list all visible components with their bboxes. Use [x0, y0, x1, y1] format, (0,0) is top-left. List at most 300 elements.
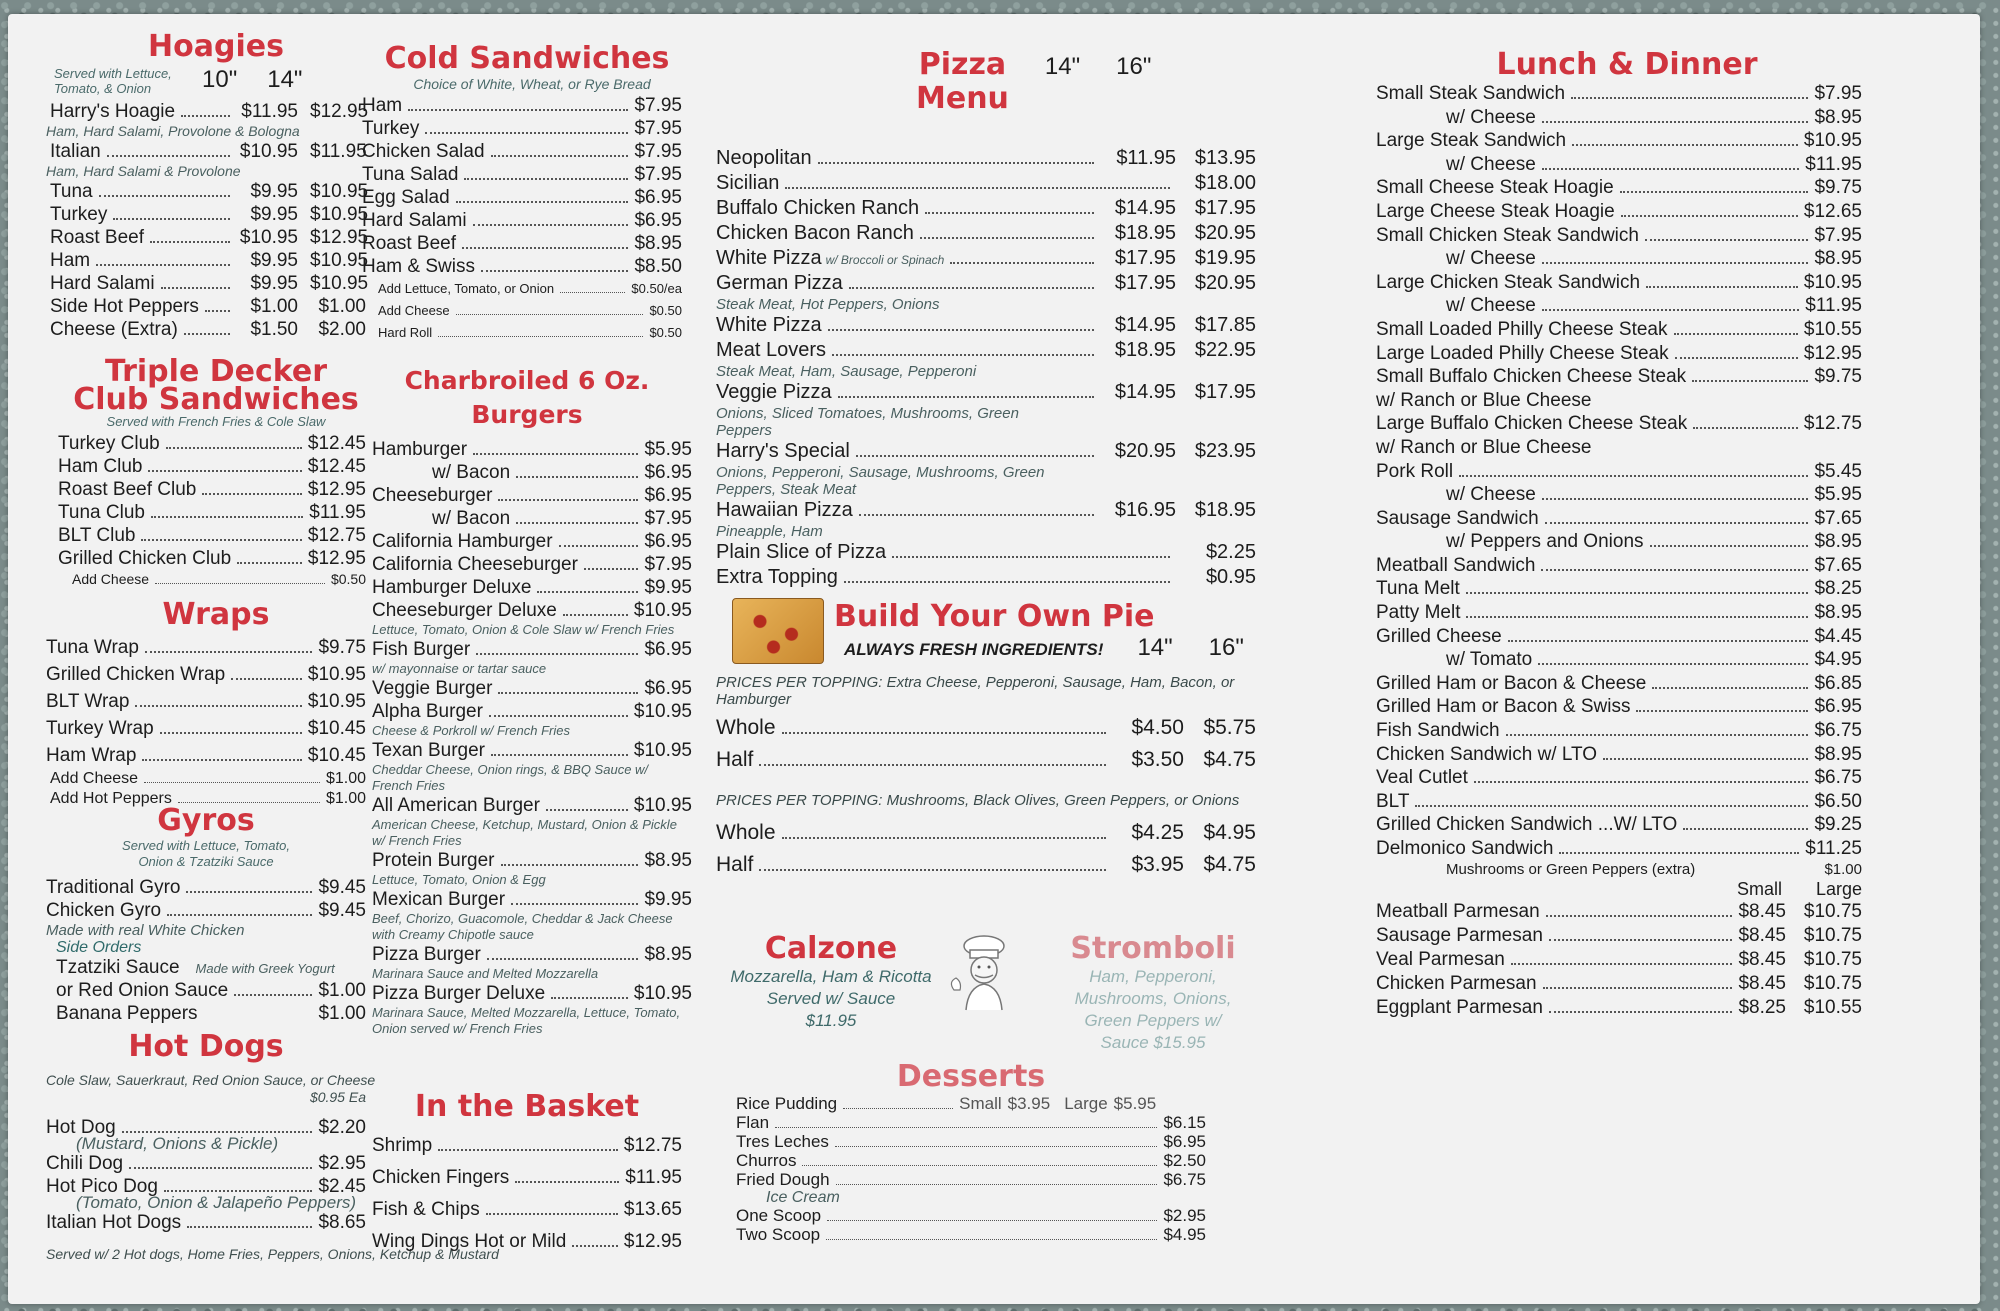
- item-name: Small Buffalo Chicken Cheese Steak: [1376, 366, 1687, 388]
- item-description: (Mustard, Onions & Pickle): [76, 1134, 279, 1153]
- item-price: $8.45: [1738, 900, 1786, 922]
- parm-row: [1372, 972, 1862, 996]
- item-price: $4.45: [1814, 625, 1862, 647]
- dot-leader: [425, 132, 628, 134]
- item-price-16: $22.95: [1194, 339, 1256, 361]
- item-name: w/ Cheese: [1446, 248, 1536, 270]
- item-price-14: $11.95: [1116, 147, 1176, 169]
- desserts-section: [736, 1060, 1206, 1244]
- dot-leader: [186, 891, 312, 893]
- byo-size-16: 16": [1208, 634, 1244, 661]
- hoagie-row: [46, 180, 369, 203]
- item-price: $10.75: [1803, 972, 1862, 994]
- item-price: $2.00: [318, 319, 366, 340]
- dot-leader: [1675, 357, 1798, 359]
- item-price: $7.95: [634, 141, 682, 162]
- item-description: w/ mayonnaise or tartar sauce: [372, 661, 547, 676]
- item-name: Roast Beef: [362, 233, 456, 254]
- banana-name: Banana Peppers: [56, 1003, 198, 1024]
- item-price: $10.45: [307, 745, 366, 766]
- item-price: $9.45: [318, 900, 366, 921]
- item-price: $10.95: [1803, 271, 1862, 293]
- item-name: California Hamburger: [372, 531, 553, 552]
- gyros-note: Served with Lettuce, Tomato, Onion & Tzatziki Sauce: [122, 838, 290, 869]
- item-name: Meat Lovers: [716, 339, 827, 361]
- item-name: Large Buffalo Chicken Cheese Steak: [1376, 413, 1688, 435]
- club-addon-row: [58, 570, 366, 588]
- dot-leader: [151, 516, 303, 518]
- item-price: $6.75: [1163, 1170, 1206, 1189]
- dot-leader: [1621, 215, 1798, 217]
- item-price: $10.95: [633, 600, 692, 621]
- dot-leader: [782, 837, 1106, 839]
- hoagies-section: [46, 29, 369, 341]
- item-price: $12.95: [623, 1231, 682, 1252]
- pizza-row: [716, 565, 1256, 590]
- item-name: Chili Dog: [46, 1153, 124, 1174]
- item-price: $2.20: [318, 1117, 366, 1138]
- lunch-row: [1372, 483, 1862, 507]
- item-price: $6.50: [1814, 790, 1862, 812]
- wrap-row: [46, 742, 366, 769]
- dot-leader: [838, 396, 1094, 398]
- pizza-photo: [732, 598, 824, 664]
- item-price: $7.95: [1814, 224, 1862, 246]
- dot-leader: [818, 162, 1094, 164]
- item-price: $6.15: [1163, 1113, 1206, 1132]
- dot-leader: [161, 287, 230, 289]
- dot-leader: [160, 732, 302, 734]
- burgers-title: Charbroiled 6 Oz. Burgers: [404, 366, 650, 429]
- item-name: w/ Bacon: [432, 508, 511, 529]
- pizza-title: Pizza Menu: [916, 47, 1009, 116]
- rice-pudding-name: Rice Pudding: [736, 1094, 838, 1113]
- rice-large-price: $5.95: [1113, 1094, 1157, 1113]
- dot-leader: [1674, 333, 1798, 335]
- item-price: $10.95: [633, 795, 692, 816]
- lunch-row: [1372, 82, 1862, 106]
- wrap-addon-row: [46, 769, 366, 789]
- dot-leader: [1542, 121, 1809, 123]
- item-price: $12.95: [310, 227, 369, 248]
- chef-logo: [944, 932, 1024, 1012]
- item-price: $2.95: [318, 1153, 366, 1174]
- burger-row: [362, 553, 692, 576]
- dot-leader: [96, 264, 230, 266]
- item-description: Lettuce, Tomato, Onion & Cole Slaw w/ French Fries: [372, 622, 675, 637]
- triple-decker-section: [46, 354, 366, 588]
- item-price: $7.95: [644, 508, 692, 529]
- dot-leader: [802, 1165, 1157, 1166]
- lunch-row: [1372, 129, 1862, 153]
- parm-row: [1372, 948, 1862, 972]
- hoagie-row: [46, 203, 369, 226]
- item-description: Onions, Sliced Tomatoes, Mushrooms, Green Peppers: [716, 405, 1019, 439]
- dot-leader: [572, 1245, 618, 1247]
- parm-large-label: Large: [1815, 878, 1862, 899]
- dot-leader: [1603, 758, 1808, 760]
- item-name: Grilled Chicken Wrap: [46, 664, 226, 685]
- item-price: $12.75: [1803, 413, 1862, 435]
- dot-leader: [1415, 805, 1808, 807]
- item-price: $12.45: [307, 433, 366, 454]
- dot-leader: [456, 314, 644, 315]
- item-price: $10.95: [633, 983, 692, 1004]
- item-price: $10.95: [239, 227, 298, 248]
- item-name: Cheese (Extra): [50, 319, 178, 340]
- dot-leader: [1645, 239, 1808, 241]
- ice-cream-label: Ice Cream: [766, 1189, 840, 1206]
- item-price: $4.75: [1203, 748, 1256, 771]
- burgers-section: [362, 364, 692, 1037]
- side-orders-label: Side Orders: [56, 939, 142, 956]
- item-name: Small Cheese Steak Hoagie: [1376, 177, 1614, 199]
- item-price: $8.95: [644, 944, 692, 965]
- item-price: $8.95: [1814, 531, 1862, 553]
- basket-row: [372, 1226, 682, 1258]
- dot-leader: [184, 333, 230, 335]
- wrap-row: [46, 688, 366, 715]
- item-price: $9.95: [250, 204, 298, 225]
- item-price: $3.95: [1131, 853, 1184, 876]
- item-name: Chicken Bacon Ranch: [716, 222, 914, 244]
- item-price: $12.95: [307, 479, 366, 500]
- burger-row: [362, 507, 692, 530]
- lunch-row: [1372, 577, 1862, 601]
- item-price: $9.25: [1814, 814, 1862, 836]
- dot-leader: [537, 591, 638, 593]
- stromboli-desc-4: Sauce $15.95: [1100, 1033, 1206, 1052]
- item-price: $9.75: [318, 637, 366, 658]
- item-name: w/ Bacon: [432, 462, 511, 483]
- item-price-16: $17.95: [1194, 197, 1256, 219]
- burger-row: [362, 888, 692, 911]
- gyros-list: [46, 876, 366, 922]
- item-name: Ham & Swiss: [362, 256, 475, 277]
- item-name: Large Cheese Steak Hoagie: [1376, 200, 1615, 222]
- cold-title: Cold Sandwiches: [384, 41, 670, 76]
- item-price: $0.50: [649, 325, 682, 340]
- dot-leader: [1511, 963, 1733, 965]
- basket-row: [372, 1130, 682, 1162]
- club-row: [58, 547, 366, 570]
- lunch-row: [1372, 672, 1862, 696]
- item-price: $5.95: [644, 439, 692, 460]
- pizza-size-14: 14": [1044, 53, 1081, 80]
- burger-row: [362, 530, 692, 553]
- dot-leader: [1652, 687, 1808, 689]
- item-price: $7.65: [1814, 507, 1862, 529]
- item-price: $7.95: [634, 95, 682, 116]
- cold-row: [362, 94, 682, 117]
- tzatziki-row: [46, 956, 366, 979]
- dot-leader: [775, 1127, 1157, 1128]
- gyros-section: [46, 804, 366, 1025]
- item-name: Turkey: [50, 204, 108, 225]
- item-name: Hawaiian Pizza: [716, 499, 853, 521]
- item-name: Texan Burger: [372, 740, 486, 761]
- item-price: $7.95: [1814, 83, 1862, 104]
- dot-leader: [551, 997, 628, 999]
- item-price-14: $14.95: [1114, 314, 1176, 336]
- item-name: Cheeseburger: [372, 485, 493, 506]
- dot-leader: [782, 732, 1106, 734]
- item-price: $9.95: [250, 250, 298, 271]
- rice-small-price: $3.95: [1007, 1094, 1051, 1113]
- club-row: [58, 524, 366, 547]
- lunch-list: [1372, 82, 1862, 861]
- item-price-16: $2.25: [1205, 541, 1256, 563]
- basket-row: [372, 1162, 682, 1194]
- item-name: Sicilian: [716, 172, 780, 194]
- item-name: Meatball Parmesan: [1376, 900, 1540, 922]
- item-name: w/ Ranch or Blue Cheese: [1376, 389, 1592, 411]
- item-name: Meatball Sandwich: [1376, 554, 1536, 576]
- item-price: $6.95: [634, 187, 682, 208]
- item-name: One Scoop: [736, 1206, 822, 1225]
- item-name: Harry's Hoagie: [50, 101, 176, 122]
- item-price-16: $20.95: [1194, 272, 1256, 294]
- dot-leader: [489, 715, 628, 717]
- hotdog-row: [46, 1152, 366, 1175]
- dot-leader: [1506, 734, 1809, 736]
- dot-leader: [1538, 663, 1808, 665]
- byo-size-14: 14": [1137, 634, 1173, 661]
- byo-section: [716, 598, 1276, 881]
- item-price: $10.95: [1803, 130, 1862, 152]
- item-price: $8.95: [1814, 248, 1862, 270]
- item-name: Cheeseburger Deluxe: [372, 600, 557, 621]
- burger-row: [362, 982, 692, 1005]
- cold-row: [362, 255, 682, 278]
- dot-leader: [498, 692, 638, 694]
- dot-leader: [559, 545, 639, 547]
- pizza-row: [716, 540, 1256, 565]
- burger-row: [362, 599, 692, 622]
- item-description: Marinara Sauce, Melted Mozzarella, Lettuce, Tomato, Onion served w/ French Fries: [372, 1005, 681, 1036]
- item-price: $7.95: [644, 554, 692, 575]
- item-name: Small Chicken Steak Sandwich: [1376, 224, 1639, 246]
- ice-row: [736, 1225, 1206, 1244]
- greek-yogurt-note: Made with Greek Yogurt: [195, 961, 335, 976]
- item-name: Eggplant Parmesan: [1376, 996, 1543, 1018]
- item-name: Sausage Parmesan: [1376, 924, 1543, 946]
- dot-leader: [150, 241, 230, 243]
- lunch-title: Lunch & Dinner: [1496, 47, 1758, 82]
- item-name: Flan: [736, 1113, 770, 1132]
- byo-group2-list: [716, 817, 1256, 881]
- hoagies-note: Served with Lettuce, Tomato, & Onion: [54, 66, 172, 96]
- item-name: Turkey Wrap: [46, 718, 154, 739]
- item-name: Veal Parmesan: [1376, 948, 1505, 970]
- calzone-title: Calzone: [764, 931, 898, 966]
- item-price-16: $17.85: [1194, 314, 1256, 336]
- hoagies-title: Hoagies: [148, 29, 284, 64]
- parm-header: [1372, 879, 1862, 900]
- item-price-16: $19.95: [1194, 247, 1256, 269]
- item-name: w/ Tomato: [1446, 649, 1533, 671]
- cold-section: [362, 42, 682, 344]
- calzone-block: [716, 932, 946, 1032]
- item-price: $4.25: [1131, 821, 1184, 844]
- parm-row: [1372, 900, 1862, 924]
- item-price: $5.45: [1814, 460, 1862, 482]
- triple-note: Served with French Fries & Cole Slaw: [106, 414, 326, 429]
- dessert-row: [736, 1151, 1206, 1170]
- item-name: Ham Club: [58, 456, 143, 477]
- item-price: $12.45: [307, 456, 366, 477]
- lunch-row: [1372, 460, 1862, 484]
- item-price-16: $20.95: [1194, 222, 1256, 244]
- item-name: Add Cheese: [50, 770, 139, 787]
- lunch-row: [1372, 389, 1862, 413]
- rice-pudding-row: [736, 1094, 1206, 1113]
- item-name: Italian Hot Dogs: [46, 1212, 182, 1233]
- item-name: Grilled Ham or Bacon & Cheese: [1376, 672, 1647, 694]
- burger-row: [362, 794, 692, 817]
- burger-row: [362, 461, 692, 484]
- item-price-14: $17.95: [1114, 247, 1176, 269]
- dot-leader: [546, 809, 628, 811]
- item-price: $6.75: [1814, 720, 1862, 742]
- dot-leader: [920, 237, 1094, 239]
- ice-row: [736, 1206, 1206, 1225]
- item-description: American Cheese, Ketchup, Mustard, Onion & Pickle w/ French Fries: [372, 817, 677, 848]
- dot-leader: [167, 914, 312, 916]
- item-price: $10.95: [310, 204, 369, 225]
- item-name: Grilled Chicken Sandwich ...W/ LTO: [1376, 814, 1678, 836]
- dot-leader: [1620, 191, 1809, 193]
- item-name: Traditional Gyro: [46, 877, 181, 898]
- hoagies-list: [46, 100, 369, 341]
- item-name: German Pizza: [716, 272, 843, 294]
- club-row: [58, 455, 366, 478]
- pizza-row: [716, 271, 1256, 296]
- pizza-row: [716, 246, 1256, 271]
- byo-tagline: ALWAYS FRESH INGREDIENTS!: [844, 640, 1104, 659]
- dessert-row: [736, 1170, 1206, 1189]
- red-onion-row: [46, 979, 366, 1002]
- item-price: $8.45: [1738, 924, 1786, 946]
- item-name: Wing Dings Hot or Mild: [372, 1231, 567, 1252]
- dessert-row: [736, 1132, 1206, 1151]
- rice-small-label: Small: [959, 1094, 1002, 1113]
- dot-leader: [511, 903, 638, 905]
- calzone-price: $11.95: [805, 1011, 857, 1030]
- dot-leader: [516, 476, 638, 478]
- dot-leader: [113, 218, 230, 220]
- item-description: (Tomato, Onion & Jalapeño Peppers): [76, 1193, 357, 1212]
- item-name: Roast Beef: [50, 227, 144, 248]
- lunch-section: [1372, 48, 1862, 1020]
- burgers-list: [362, 438, 692, 1037]
- dot-leader: [164, 1190, 313, 1192]
- dot-leader: [925, 212, 1094, 214]
- item-name: Half: [716, 853, 754, 876]
- item-price: $10.95: [633, 701, 692, 722]
- item-name: Side Hot Peppers: [50, 296, 199, 317]
- item-price: $9.95: [644, 889, 692, 910]
- item-name: Half: [716, 748, 754, 771]
- dot-leader: [1545, 522, 1809, 524]
- dot-leader: [856, 455, 1094, 457]
- dot-leader: [237, 562, 302, 564]
- parm-row: [1372, 924, 1862, 948]
- item-price: $8.45: [1738, 972, 1786, 994]
- dot-leader: [785, 187, 1170, 189]
- stromboli-desc-2: Mushrooms, Onions,: [1074, 989, 1232, 1008]
- hoagie-row: [46, 272, 369, 295]
- item-price: $10.95: [239, 141, 298, 162]
- dot-leader: [1572, 144, 1798, 146]
- dot-leader: [584, 568, 639, 570]
- dot-leader: [759, 764, 1106, 766]
- basket-list: [372, 1130, 682, 1258]
- lunch-row: [1372, 176, 1862, 200]
- item-name: Chicken Sandwich w/ LTO: [1376, 743, 1598, 765]
- dot-leader: [231, 678, 302, 680]
- dot-leader: [1571, 97, 1808, 99]
- hotdogs-title: Hot Dogs: [128, 1029, 284, 1064]
- item-price: $12.65: [1803, 200, 1862, 222]
- wraps-section: [46, 598, 366, 809]
- hotdog-row: [46, 1211, 366, 1234]
- item-price: $11.25: [1805, 838, 1862, 859]
- calzone-stromboli-section: [716, 922, 1276, 1062]
- item-price: $9.95: [644, 577, 692, 598]
- dot-leader: [181, 115, 230, 117]
- dot-leader: [515, 1181, 619, 1183]
- item-name: w/ Ranch or Blue Cheese: [1376, 436, 1592, 458]
- dot-leader: [487, 958, 639, 960]
- item-price: $7.95: [634, 118, 682, 139]
- item-name: Ham: [362, 95, 403, 116]
- item-price: $6.95: [644, 639, 692, 660]
- item-name: Turkey: [362, 118, 420, 139]
- item-price: $9.95: [250, 273, 298, 294]
- dot-leader: [1650, 545, 1809, 547]
- burger-row: [362, 943, 692, 966]
- club-row: [58, 432, 366, 455]
- dot-leader: [1542, 262, 1809, 264]
- dot-leader: [462, 247, 628, 249]
- dot-leader: [1542, 168, 1800, 170]
- item-price: $10.75: [1803, 948, 1862, 970]
- item-price: $8.95: [644, 850, 692, 871]
- item-name: Add Cheese: [72, 571, 150, 587]
- item-name: Hot Pico Dog: [46, 1176, 158, 1197]
- item-description: Cheddar Cheese, Onion rings, & BBQ Sauce w/ French Fries: [372, 762, 649, 793]
- item-description: Pineapple, Ham: [716, 523, 823, 540]
- cold-note: Choice of White, Wheat, or Rye Bread: [413, 76, 651, 92]
- item-price: $8.65: [318, 1212, 366, 1233]
- lunch-row: [1372, 554, 1862, 578]
- item-price: $6.95: [634, 210, 682, 231]
- item-price: $1.50: [250, 319, 298, 340]
- item-price: $1.00: [325, 790, 366, 807]
- item-name: Protein Burger: [372, 850, 495, 871]
- cold-addon-row: [362, 300, 682, 322]
- basket-section: [372, 1090, 682, 1258]
- item-name: BLT: [1376, 790, 1410, 812]
- burger-row: [362, 484, 692, 507]
- dot-leader: [1646, 286, 1798, 288]
- dot-leader: [516, 522, 638, 524]
- item-name: Two Scoop: [736, 1225, 821, 1244]
- item-price: $10.95: [307, 664, 366, 685]
- item-price-14: $18.95: [1114, 222, 1176, 244]
- pizza-row: [716, 196, 1256, 221]
